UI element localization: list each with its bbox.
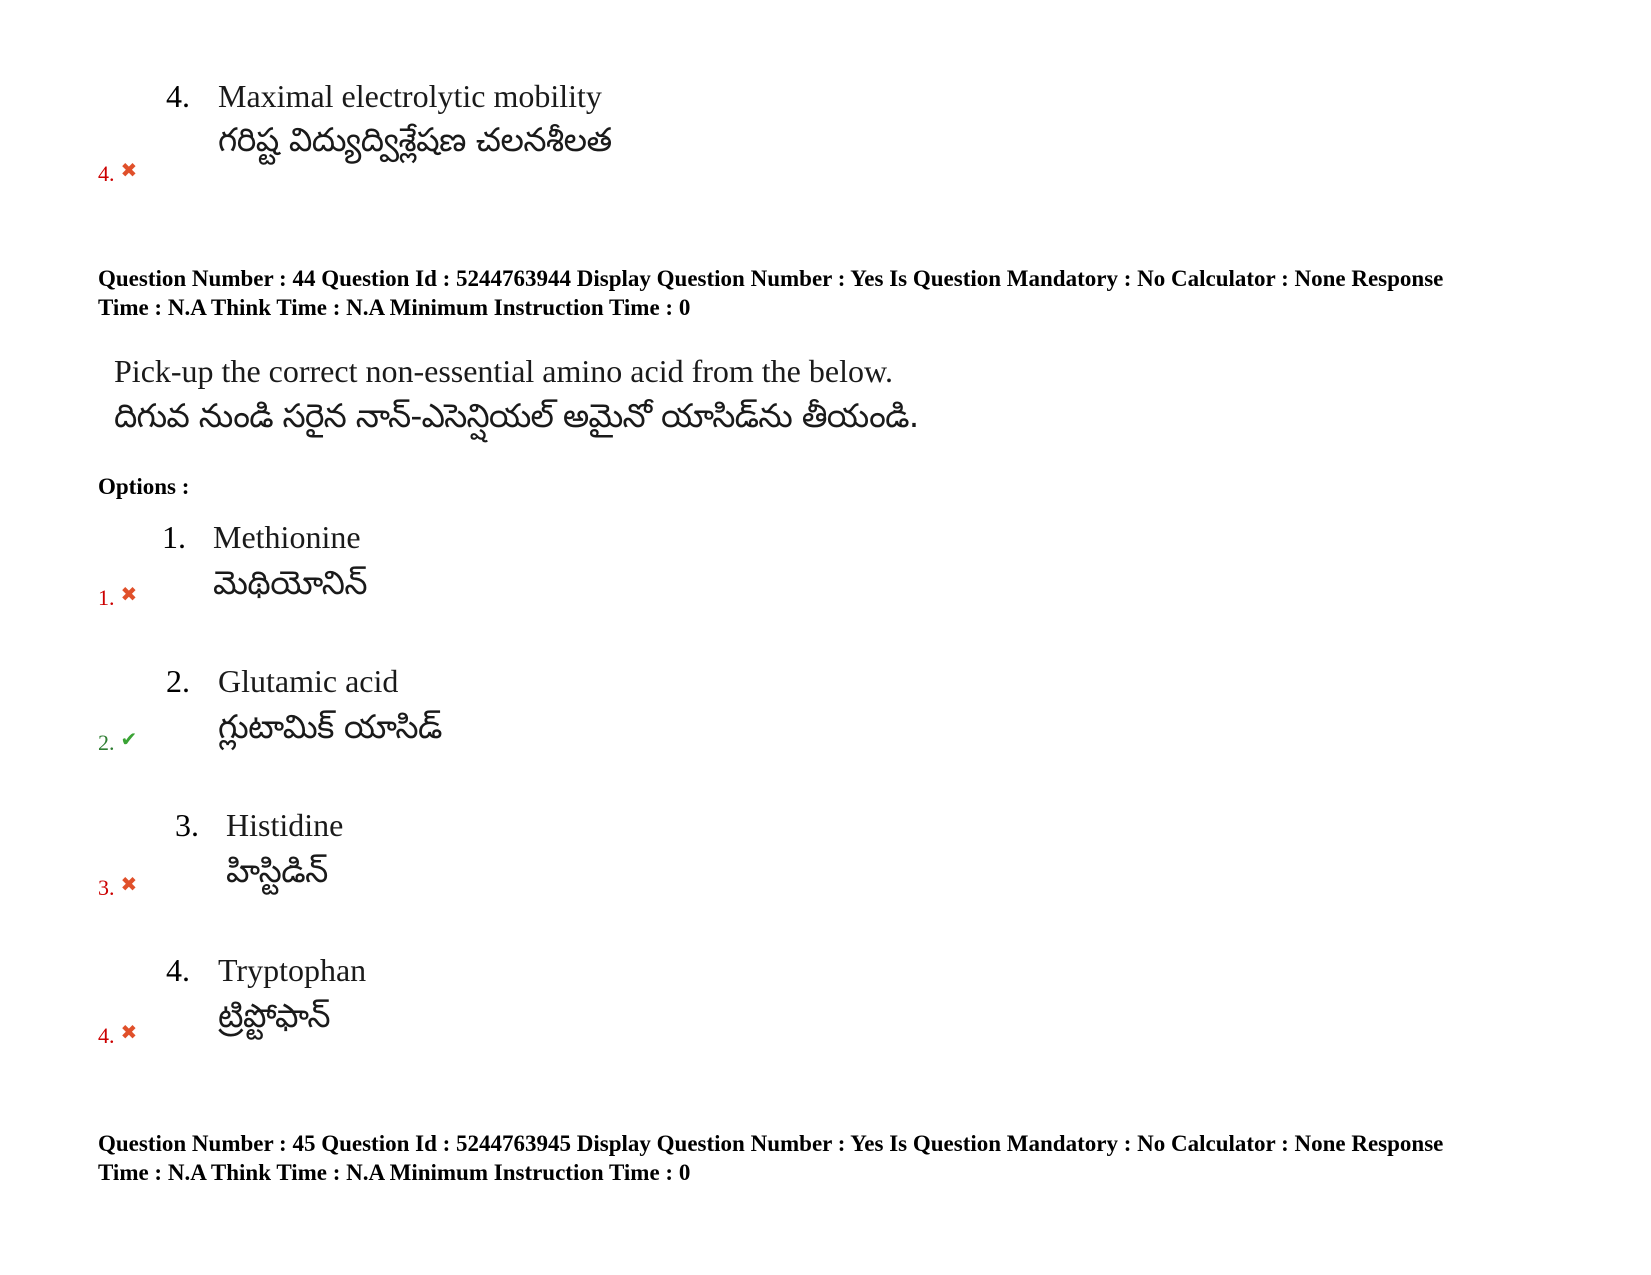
option-number: 4.: [166, 952, 190, 988]
option-number: 3.: [175, 807, 199, 843]
question-45-meta: Question Number : 45 Question Id : 5244763945 Display Question Number : Yes Is Question Mandatory : No Calculator : None Response Time : N.A Think Time : N.A Minimum Instruction Time : 0: [98, 1131, 1444, 1185]
question-text-english: Pick-up the correct non-essential amino acid from the below.: [114, 353, 893, 389]
option-text-telugu: మెథియోనిన్: [213, 563, 368, 602]
option-marker: 4. ✖: [98, 160, 138, 186]
option-text-english: Tryptophan: [218, 952, 367, 988]
option-text-english: Methionine: [213, 519, 361, 555]
cross-icon: ✖: [120, 1022, 138, 1044]
option-text-telugu: గ్లుటామిక్ యాసిడ్: [218, 707, 442, 746]
cross-icon: ✖: [120, 160, 138, 182]
option-number: 1.: [162, 519, 186, 555]
option-text-english: Maximal electrolytic mobility: [218, 78, 602, 114]
option-text-telugu: గరిష్ట విద్యుద్విశ్లేషణ చలనశీలత: [218, 120, 612, 159]
option-text-telugu: ట్రిప్టోఫాన్: [218, 996, 331, 1035]
cross-icon: ✖: [120, 874, 138, 896]
option-text-english: Glutamic acid: [218, 663, 399, 699]
option-marker: 2. ✔: [98, 729, 138, 755]
option-marker: 1. ✖: [98, 584, 138, 610]
option-text-telugu: హిస్టిడిన్: [226, 851, 328, 890]
option-number: 4.: [166, 78, 190, 114]
options-label: Options :: [98, 474, 190, 499]
option-number: 2.: [166, 663, 190, 699]
cross-icon: ✖: [120, 584, 138, 606]
option-text-english: Histidine: [226, 807, 344, 843]
option-marker: 3. ✖: [98, 874, 138, 900]
question-44-meta: Question Number : 44 Question Id : 5244763944 Display Question Number : Yes Is Question Mandatory : No Calculator : None Response Time : N.A Think Time : N.A Minimum Instruction Time : 0: [98, 266, 1444, 320]
check-icon: ✔: [120, 729, 138, 751]
option-marker: 4. ✖: [98, 1022, 138, 1048]
question-text-telugu: దిగువ నుండి సరైన నాన్-ఎసెన్షియల్ అమైనో యాసిడ్‌ను తీయండి.: [114, 396, 919, 435]
